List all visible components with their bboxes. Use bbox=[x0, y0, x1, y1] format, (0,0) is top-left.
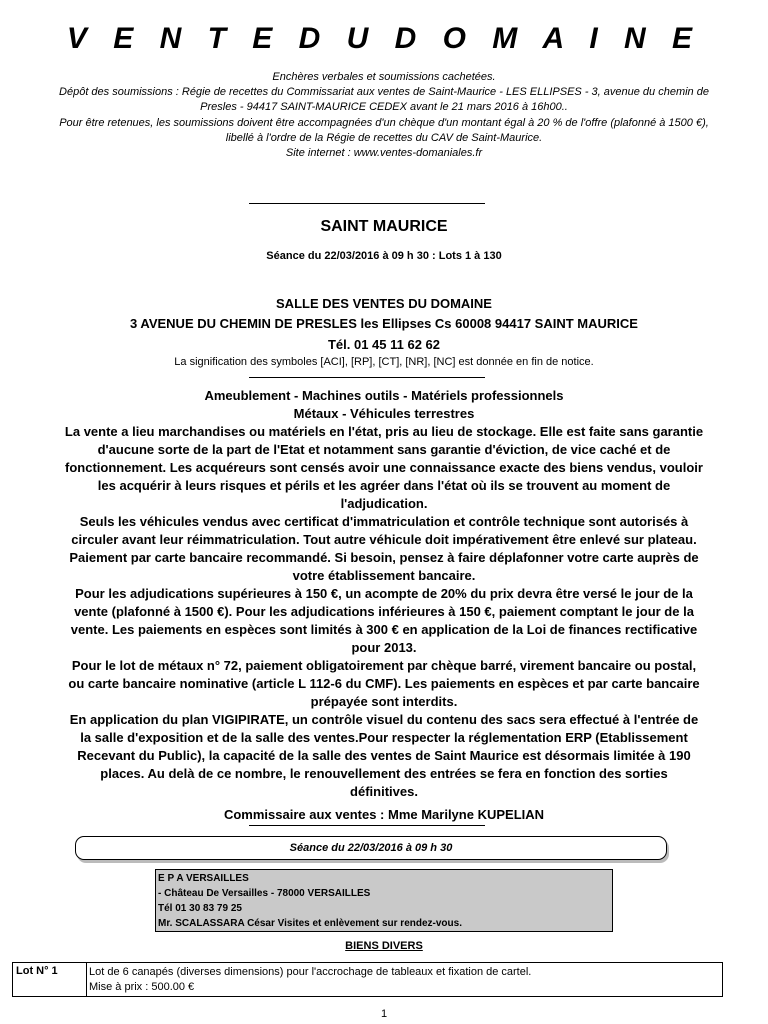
terms-text bbox=[0, 387, 768, 801]
city-heading: SAINT MAURICE bbox=[320, 218, 448, 235]
category-line: Métaux - Véhicules terrestres bbox=[293, 406, 475, 421]
symbols-note: La signification des symboles [ACI], [RP], [CT], [NR], [NC] est donnée en fin de notice. bbox=[174, 356, 594, 368]
terms-line: prépayée sont interdits. bbox=[310, 694, 458, 709]
intro-notice bbox=[0, 70, 768, 161]
divider bbox=[249, 377, 485, 378]
page-title: V E N T E D U D O M A I N E bbox=[66, 22, 702, 55]
terms-line: l'adjudication. bbox=[340, 496, 428, 511]
venue-block bbox=[0, 294, 768, 355]
terms-line: Seuls les véhicules vendus avec certificat d'immatriculation et contrôle technique sont autorisés à bbox=[79, 514, 689, 529]
intro-line-website: Site internet : www.ventes-domaniales.fr bbox=[285, 147, 483, 160]
terms-line: Pour le lot de métaux n° 72, paiement obligatoirement par chèque barré, virement bancaire ou postal, bbox=[71, 658, 697, 673]
terms-line: Paiement par carte bancaire recommandé. Si besoin, pensez à faire déplafonner votre carte auprès de bbox=[69, 550, 699, 565]
venue-name: SALLE DES VENTES DU DOMAINE bbox=[276, 296, 492, 311]
venue-address: 3 AVENUE DU CHEMIN DE PRESLES les Ellipses Cs 60008 94417 SAINT MAURICE bbox=[130, 316, 638, 331]
terms-line: Recevant du Public), la capacité de la salle des ventes de Saint Maurice est désormais limitée à 190 bbox=[77, 748, 691, 763]
org-name: E P A VERSAILLES bbox=[158, 873, 249, 884]
terms-line: votre établissement bancaire. bbox=[292, 568, 476, 583]
lot-number: Lot N° 1 bbox=[13, 963, 87, 996]
intro-line: Enchères verbales et soumissions cachetées. bbox=[272, 71, 496, 83]
lot-price: Mise à prix : 500.00 € bbox=[89, 981, 195, 993]
terms-line: En application du plan VIGIPIRATE, un contrôle visuel du contenu des sacs sera effectué à l'entrée de bbox=[69, 712, 699, 727]
intro-line: Pour être retenues, les soumissions doivent être accompagnées d'un chèque d'un montant égal à 20 % de l'offre (plafonné à 1500 €), bbox=[59, 116, 709, 129]
lot-row bbox=[12, 962, 723, 997]
org-phone: Tél 01 30 83 79 25 bbox=[158, 903, 242, 914]
commissaire-line: Commissaire aux ventes : Mme Marilyne KUPELIAN bbox=[223, 807, 545, 822]
session-line: Séance du 22/03/2016 à 09 h 30 : Lots 1 à 130 bbox=[266, 250, 502, 262]
lot-description: Lot de 6 canapés (diverses dimensions) pour l'accrochage de tableaux et fixation de cartel. bbox=[89, 966, 532, 978]
org-address: - Château De Versailles - 78000 VERSAILLES bbox=[158, 888, 371, 899]
page-number: 1 bbox=[380, 1008, 388, 1020]
intro-line: libellé à l'ordre de la Régie de recettes du CAV de Saint-Maurice. bbox=[225, 131, 543, 144]
terms-line: circuler avant leur réimmatriculation. Tout autre véhicule doit impérativement être enlevé sur plateau. bbox=[71, 532, 697, 547]
org-contact: Mr. SCALASSARA César Visites et enlèvement sur rendez-vous. bbox=[158, 918, 462, 929]
terms-line: vente. Les paiements en espèces sont limités à 300 € en application de la Loi de finances rectificative bbox=[70, 622, 698, 637]
divider bbox=[249, 825, 485, 826]
divider bbox=[249, 203, 485, 204]
terms-line: La vente a lieu marchandises ou matériels en l'état, pris au lieu de stockage. Elle est faite sans garantie bbox=[64, 424, 704, 439]
terms-line: définitives. bbox=[350, 784, 418, 799]
terms-line: vente (plafonné à 1500 €). Pour les adjudications inférieures à 150 €, paiement comptant le jour de la bbox=[74, 604, 694, 619]
lot-details bbox=[89, 965, 531, 995]
terms-line: fonctionnement. Les acquéreurs sont censés avoir une connaissance exacte des biens vendus, vouloir bbox=[65, 460, 703, 475]
venue-phone: Tél. 01 45 11 62 62 bbox=[327, 337, 441, 352]
terms-line: Pour les adjudications supérieures à 150 €, un acompte de 20% du prix devra être versé le jour de la bbox=[75, 586, 693, 601]
intro-line: Presles - 94417 SAINT-MAURICE CEDEX avant le 21 mars 2016 à 16h00.. bbox=[200, 101, 568, 114]
category-line: Ameublement - Machines outils - Matériels professionnels bbox=[204, 388, 564, 403]
terms-line: la salle d'exposition et de la salle des ventes.Pour respecter la réglementation ERP (Etablissement bbox=[80, 730, 688, 745]
intro-line: Dépôt des soumissions : Régie de recettes du Commissariat aux ventes de Saint-Maurice - LES ELLIPSES - 3, avenue du chemin de bbox=[59, 86, 709, 99]
session-box: Séance du 22/03/2016 à 09 h 30 bbox=[75, 836, 667, 860]
section-title: BIENS DIVERS bbox=[345, 940, 423, 952]
terms-line: d'aucune sorte de la part de l'Etat et notamment sans garantie d'éviction, de vice caché et de bbox=[97, 442, 671, 457]
terms-line: ou carte bancaire nominative (article L 112-6 du CMF). Les paiements en espèces et par carte bancaire bbox=[68, 676, 700, 691]
terms-line: places. Au delà de ce nombre, le renouvellement des entrées se fera en fonction des sorties bbox=[100, 766, 668, 781]
organization-box bbox=[155, 869, 613, 932]
terms-line: pour 2013. bbox=[351, 640, 417, 655]
terms-line: les acquérir à leurs risques et périls et les agréer dans l'état où ils se trouvent au moment de bbox=[97, 478, 671, 493]
